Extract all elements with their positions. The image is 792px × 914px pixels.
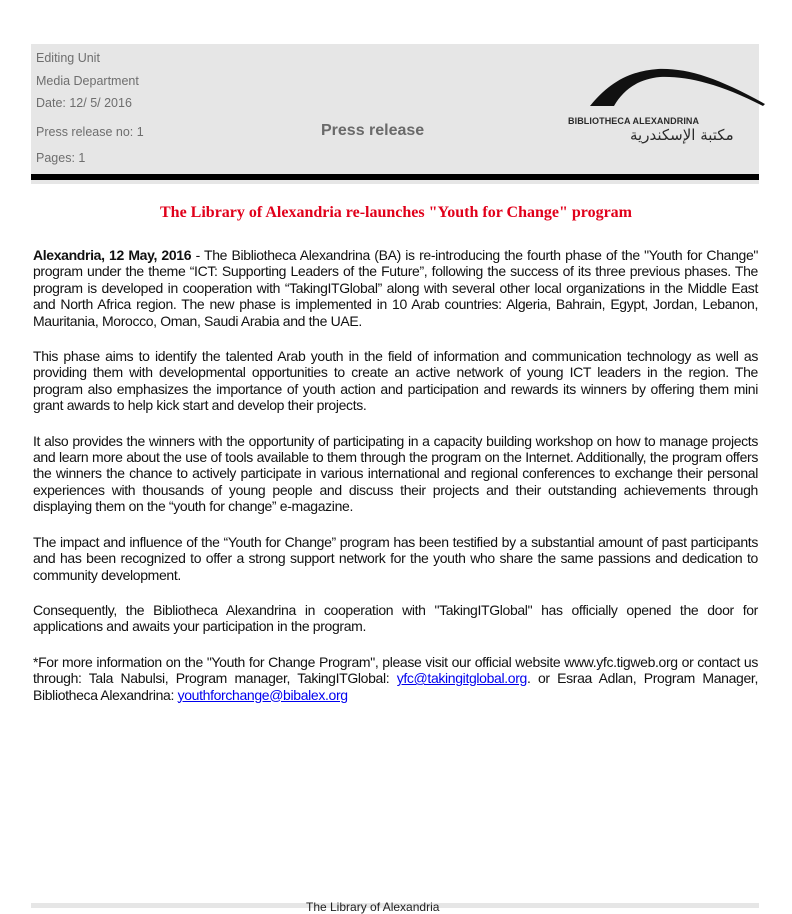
paragraph-applications: Consequently, the Bibliotheca Alexandrina in cooperation with "TakingITGlobal" has officially opened the door for applications and awaits your participation in the program. [33, 601, 758, 635]
intro-text: - The Bibliotheca Alexandrina (BA) is re-introducing the fourth phase of the "Youth for Change" program under the theme “ICT: Supporting Leaders of the Future”, following the success of its three previous phases. The program is developed in cooperation with “TakingITGlobal” along with several other local organizations in the Middle East and North Africa region. The new phase is implemented in 10 Arab countries: Algeria, Bahrain, Egypt, Jordan, Lebanon, Mauritania, Morocco, Oman, Saudi Arabia and the UAE. [33, 247, 758, 329]
pages-label: Pages: 1 [36, 151, 86, 165]
page-footer [31, 900, 759, 914]
contact-text-2: . or Esraa Adlan, Program Manager, Bibliotheca Alexandrina: [33, 670, 759, 703]
press-release-heading: Press release [321, 122, 425, 139]
takingitglobal-email-link[interactable]: yfc@takingitglobal.org [396, 670, 527, 687]
bibliotheca-alexandrina-logo [568, 64, 768, 154]
paragraph-contact [33, 654, 758, 703]
dateline: Alexandria, 12 May, 2016 [33, 247, 192, 263]
press-release-header [31, 44, 759, 184]
date-label: Date: 12/ 5/ 2016 [36, 96, 132, 110]
logo-name-english: BIBLIOTHECA ALEXANDRINA [568, 116, 700, 126]
editing-unit-label: Editing Unit [36, 51, 100, 65]
footer-text: The Library of Alexandria [306, 900, 440, 914]
document-title: The Library of Alexandria re-launches "Youth for Change" program [160, 204, 632, 221]
logo-name-arabic: مكتبة الإسكندرية [630, 126, 734, 144]
paragraph-workshop: It also provides the winners with the opportunity of participating in a capacity building workshop on how to manage projects and learn more about the use of tools available to them through the program on the Internet. Additionally, the program offers the winners the chance to actively participate in various international and regional conferences to exchange their personal experiences with thousands of young people and discuss their projects and their outstanding achievements through displaying them on the “youth for change” e-magazine. [33, 432, 758, 515]
logo-arc-icon [568, 64, 768, 114]
header-divider [31, 174, 759, 180]
paragraph-impact: The impact and influence of the “Youth for Change” program has been testified by a substantial amount of past participants and has been recognized to offer a strong support network for the youth who share the same passions and dedication to community development. [33, 533, 758, 583]
press-release-number: Press release no: 1 [36, 125, 144, 139]
document-body [33, 247, 758, 722]
department-label: Media Department [36, 74, 139, 88]
paragraph-intro [33, 247, 758, 329]
bibalex-email-link[interactable]: youthforchange@bibalex.org [177, 686, 348, 703]
paragraph-aims: This phase aims to identify the talented Arab youth in the field of information and communication technology as well as providing them with developmental opportunities to create an active network of young ICT leaders in the region. The program also emphasizes the importance of youth action and participation and rewards its winners by offering them mini grant awards to help kick start and develop their projects. [33, 348, 758, 414]
contact-text: *For more information on the "Youth for Change Program", please visit our official website www.yfc.tigweb.org or contact us through: Tala Nabulsi, Program manager, TakingITGlobal: [33, 653, 758, 687]
